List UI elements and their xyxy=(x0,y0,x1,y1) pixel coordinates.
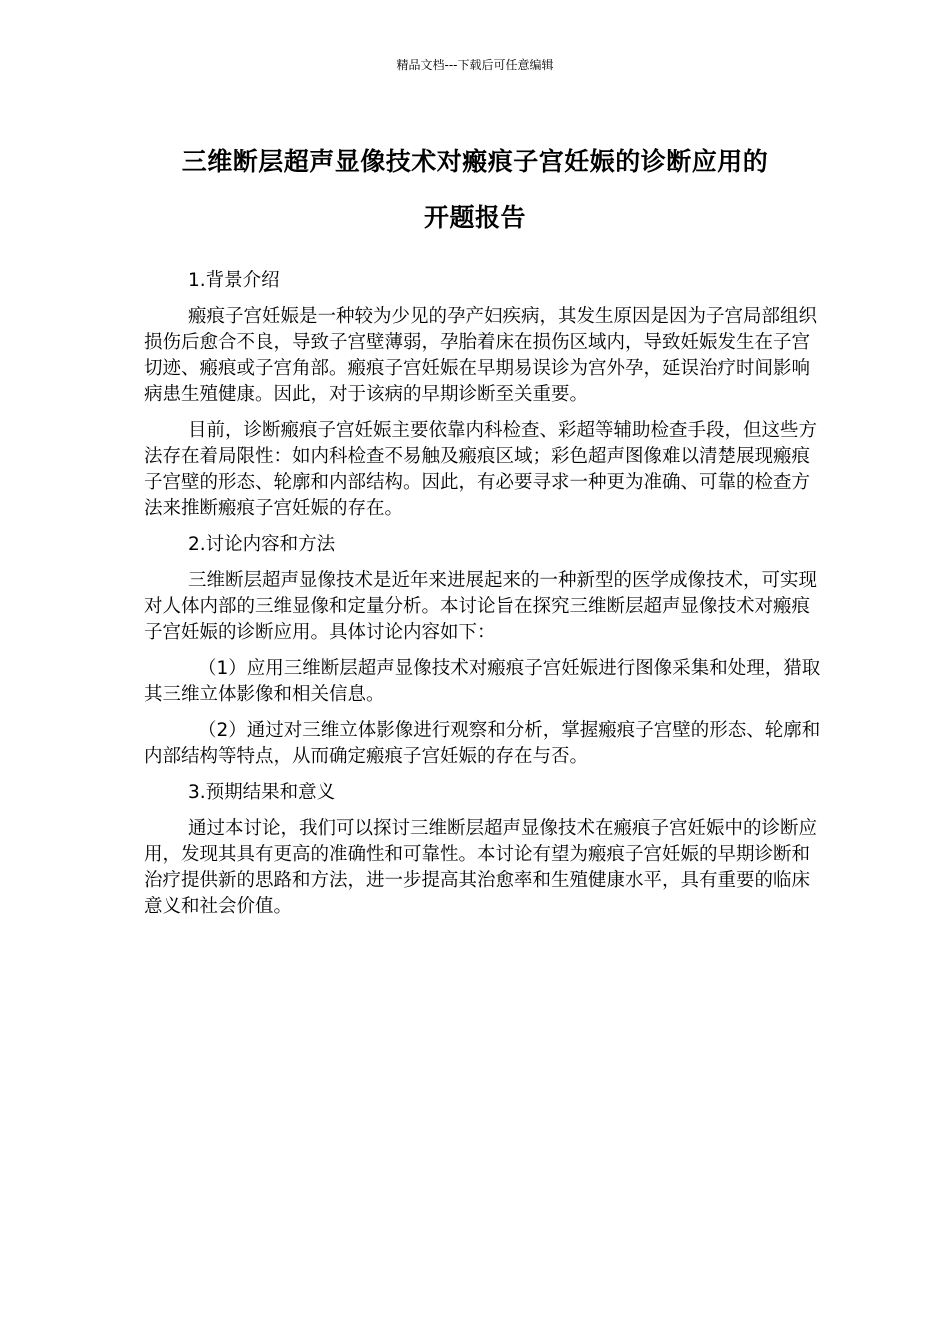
section-heading-expected-results: 3.预期结果和意义 xyxy=(188,782,336,803)
section-heading-background: 1.背景介绍 xyxy=(188,270,280,291)
paragraph: 目前，诊断瘢痕子宫妊娠主要依靠内科检查、彩超等辅助检查手段，但这些方法存在着局限性：如内科检查不易触及瘢痕区域；彩色超声图像难以清楚展现瘢痕子宫壁的形态、轮廓和内部结构。因此，有必要寻求一种更为准确、可靠的检查方法来推断瘢痕子宫妊娠的存在。 xyxy=(144,420,818,519)
paragraph: 通过本讨论，我们可以探讨三维断层超声显像技术在瘢痕子宫妊娠中的诊断应用，发现其具有更高的准确性和可靠性。本讨论有望为瘢痕子宫妊娠的早期诊断和治疗提供新的思路和方法，进一步提高其治愈率和生殖健康水平，具有重要的临床意义和社会价值。 xyxy=(144,818,818,917)
list-item: （1）应用三维断层超声显像技术对瘢痕子宫妊娠进行图像采集和处理，猎取其三维立体影像和相关信息。 xyxy=(144,658,821,705)
title-line-1: 三维断层超声显像技术对瘢痕子宫妊娠的诊断应用的 xyxy=(181,147,769,176)
list-item: （2）通过对三维立体影像进行观察和分析，掌握瘢痕子宫壁的形态、轮廓和内部结构等特点，从而确定瘢痕子宫妊娠的存在与否。 xyxy=(144,720,821,767)
paragraph: 瘢痕子宫妊娠是一种较为少见的孕产妇疾病，其发生原因是因为子宫局部组织损伤后愈合不良，导致子宫壁薄弱，孕胎着床在损伤区域内，导致妊娠发生在子宫切迹、瘢痕或子宫角部。瘢痕子宫妊娠在早期易误诊为宫外孕，延误治疗时间影响病患生殖健康。因此，对于该病的早期诊断至关重要。 xyxy=(144,306,818,405)
page-header-watermark: 精品文档---下载后可任意编辑 xyxy=(396,58,554,72)
section-heading-content-method: 2.讨论内容和方法 xyxy=(188,534,336,555)
document-title xyxy=(130,134,820,246)
document-body xyxy=(144,268,824,930)
paragraph: 三维断层超声显像技术是近年来进展起来的一种新型的医学成像技术，可实现对人体内部的三维显像和定量分析。本讨论旨在探究三维断层超声显像技术对瘢痕子宫妊娠的诊断应用。具体讨论内容如下： xyxy=(144,570,818,643)
title-line-2: 开题报告 xyxy=(423,203,526,232)
